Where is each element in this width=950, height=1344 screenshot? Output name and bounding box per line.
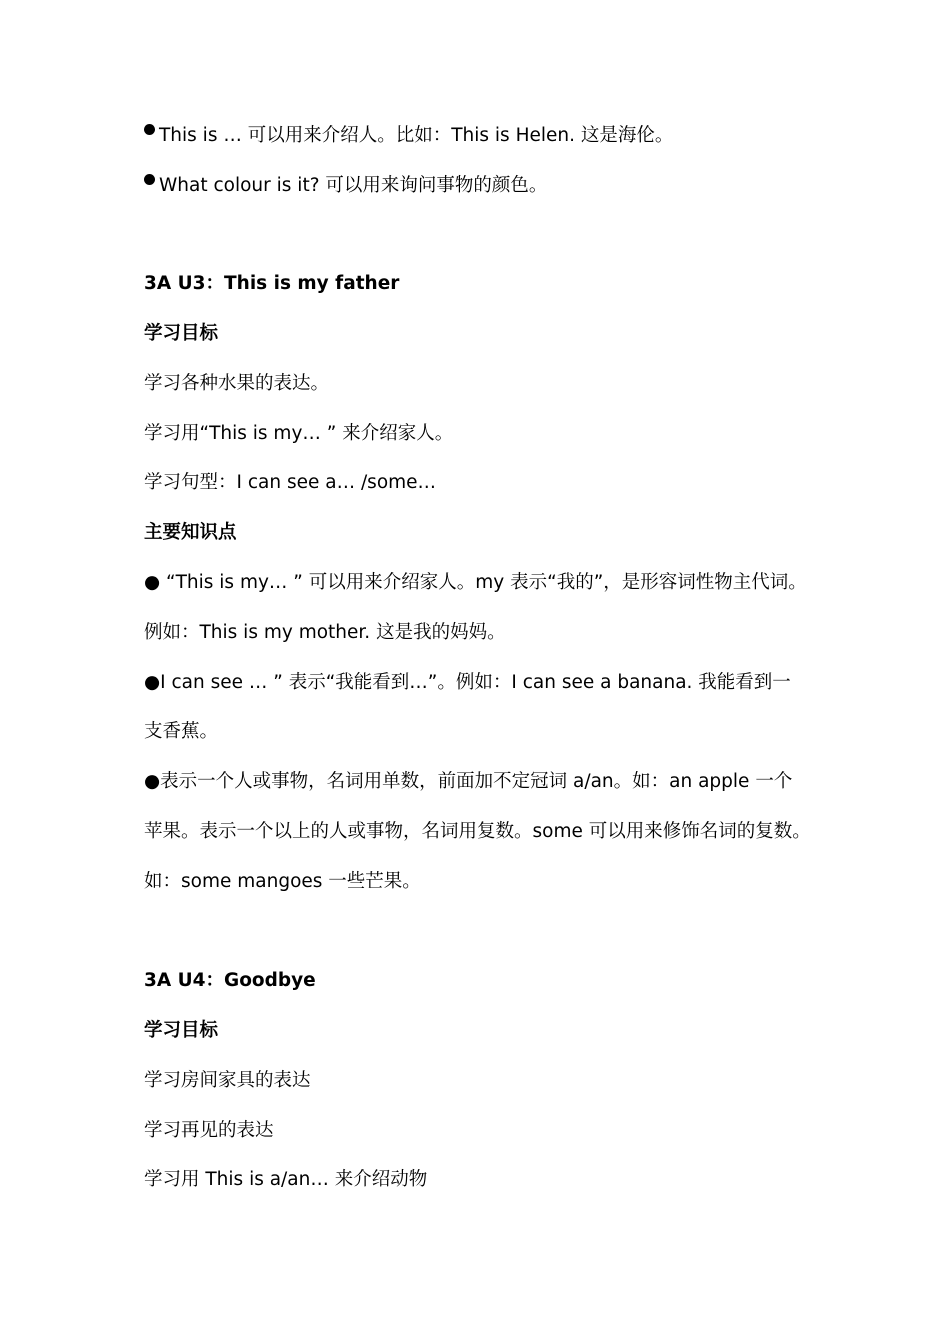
unit3-goals-heading: 学习目标: [144, 323, 219, 344]
unit3-knowledge-line: 例如：This is my mother. 这是我的妈妈。: [144, 622, 506, 643]
unit3-knowledge-line: ● “This is my… ” 可以用来介绍家人。my 表示“我的”，是形容词性物主代词。: [144, 572, 807, 593]
unit3-goal: 学习各种水果的表达。: [144, 373, 330, 394]
intro-point-text: What colour is it? 可以用来询问事物的颜色。: [159, 175, 548, 196]
unit3-knowledge-heading: 主要知识点: [144, 522, 237, 543]
unit3-goal: 学习用“This is my… ” 来介绍家人。: [144, 423, 454, 444]
unit3-knowledge-line: ●I can see … ” 表示“我能看到…”。例如：I can see a banana. 我能看到一: [144, 672, 791, 693]
unit4-goal: 学习房间家具的表达: [144, 1070, 311, 1091]
intro-point-text: This is … 可以用来介绍人。比如：This is Helen. 这是海伦。: [159, 125, 674, 146]
intro-point: [144, 173, 824, 199]
unit3-knowledge-line: 如：some mangoes 一些芒果。: [144, 871, 421, 892]
unit4-goals-heading: 学习目标: [144, 1020, 219, 1041]
unit4-goal: 学习再见的表达: [144, 1120, 274, 1141]
unit3-goal: 学习句型：I can see a… /some…: [144, 472, 437, 493]
unit3-knowledge-line: ●表示一个人或事物，名词用单数，前面加不定冠词 a/an。如：an apple 一个: [144, 771, 793, 792]
unit4-goal: 学习用 This is a/an… 来介绍动物: [144, 1169, 428, 1190]
bullet-icon: [144, 124, 155, 135]
unit4-title: 3A U4：Goodbye: [144, 970, 316, 991]
intro-point: [144, 123, 824, 149]
unit3-title: 3A U3：This is my father: [144, 273, 400, 294]
bullet-icon: [144, 174, 155, 185]
unit3-knowledge-line: 支香蕉。: [144, 721, 219, 742]
unit3-knowledge-line: 苹果。表示一个以上的人或事物，名词用复数。some 可以用来修饰名词的复数。: [144, 821, 811, 842]
